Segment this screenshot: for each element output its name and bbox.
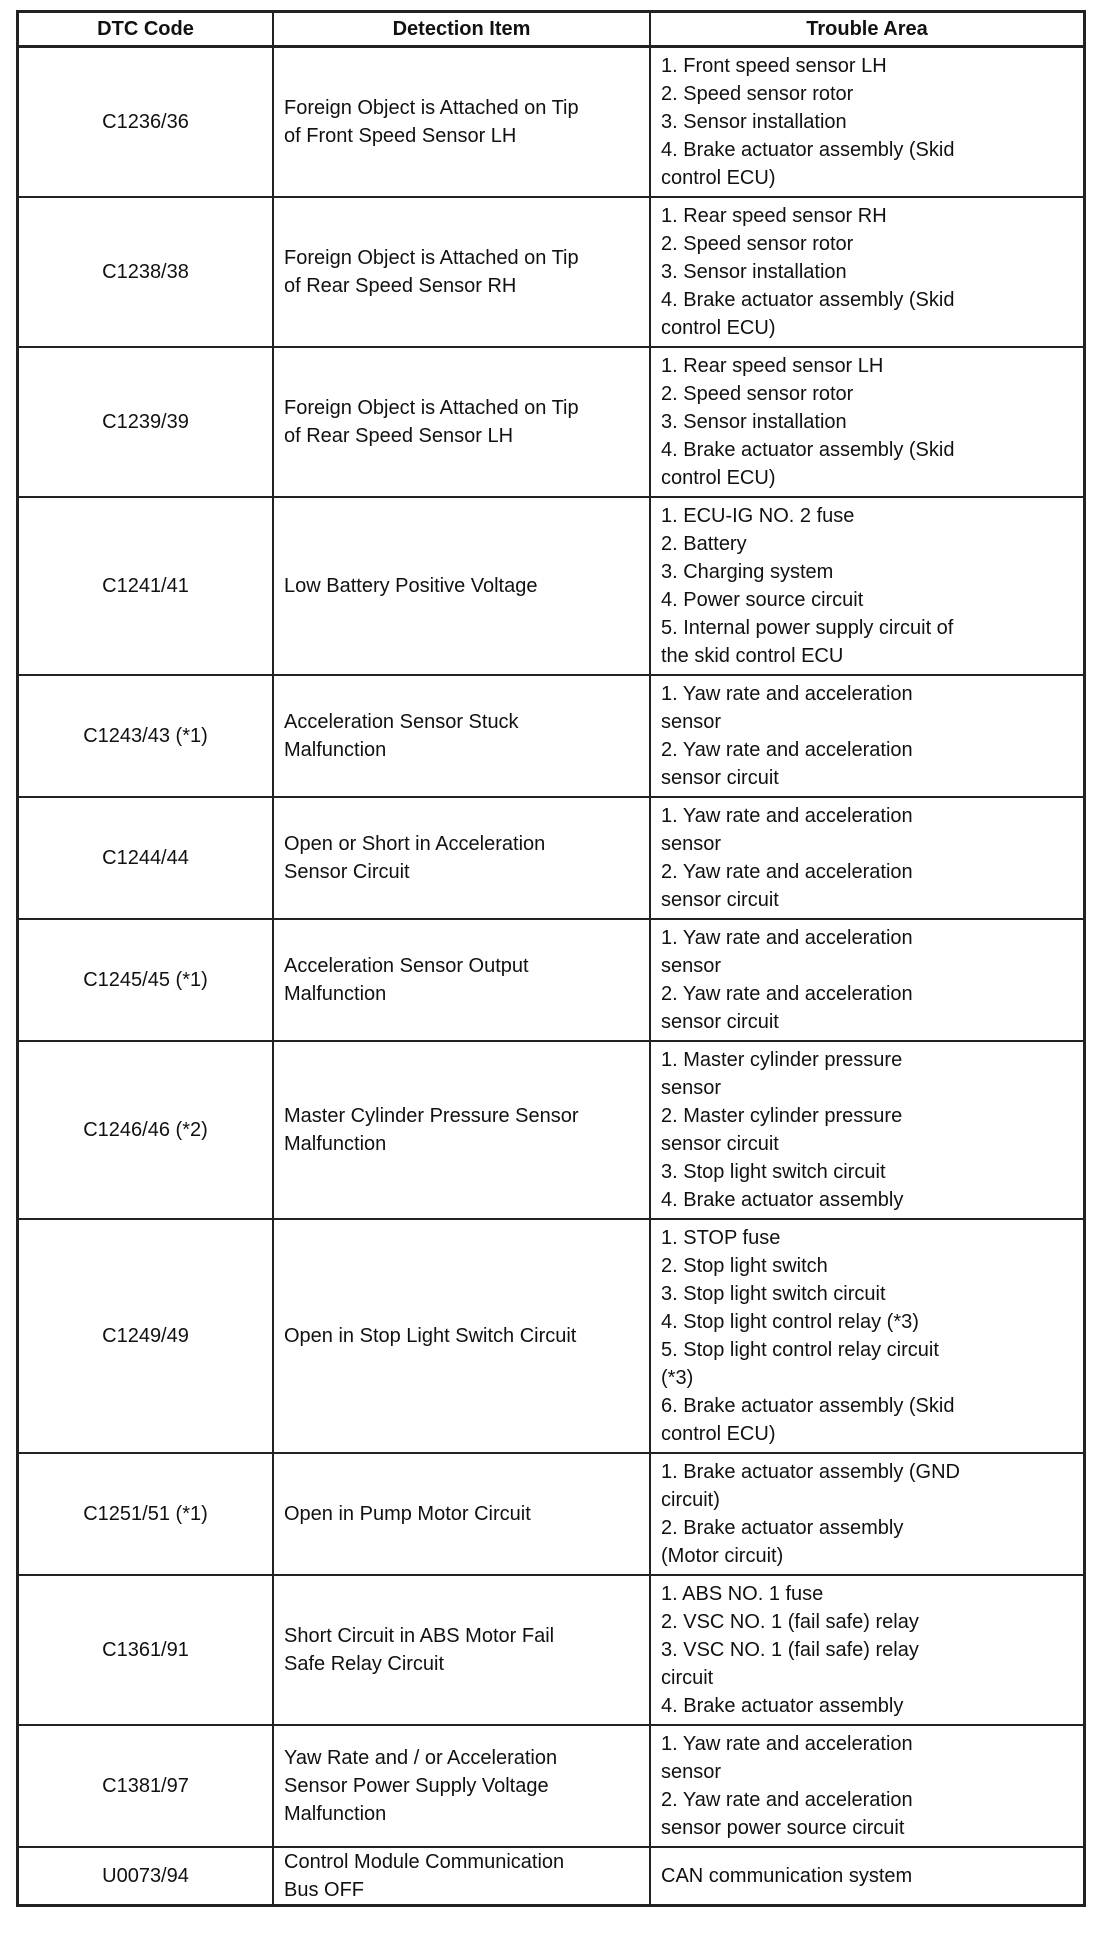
detection-item-line: Foreign Object is Attached on Tip <box>284 97 579 119</box>
trouble-area-cell <box>650 1575 1085 1725</box>
trouble-area-line: 2. Yaw rate and acceleration <box>661 1789 913 1811</box>
trouble-area-line: 4. Brake actuator assembly <box>661 1695 904 1717</box>
trouble-area-line: circuit) <box>661 1489 720 1511</box>
dtc-code-cell: C1381/97 <box>18 1725 274 1847</box>
trouble-area-line: 2. Brake actuator assembly <box>661 1517 904 1539</box>
detection-item-line: Yaw Rate and / or Acceleration <box>284 1747 558 1769</box>
detection-item-cell <box>273 675 650 797</box>
trouble-area-line: 1. Front speed sensor LH <box>661 55 887 77</box>
dtc-code-cell: C1361/91 <box>18 1575 274 1725</box>
trouble-area-line: 3. Sensor installation <box>661 261 847 283</box>
detection-item-cell <box>273 919 650 1041</box>
table-row <box>18 1041 1085 1219</box>
trouble-area-line: sensor circuit <box>661 1133 779 1155</box>
dtc-code-cell: C1239/39 <box>18 347 274 497</box>
trouble-area-line: circuit <box>661 1667 714 1689</box>
trouble-area-line: control ECU) <box>661 467 776 489</box>
trouble-area-line: 4. Brake actuator assembly <box>661 1189 904 1211</box>
dtc-code-cell: C1236/36 <box>18 47 274 198</box>
detection-item-line: of Front Speed Sensor LH <box>284 125 517 147</box>
dtc-code-cell: C1241/41 <box>18 497 274 675</box>
trouble-area-line: 3. Sensor installation <box>661 411 847 433</box>
detection-item-line: Malfunction <box>284 739 387 761</box>
detection-item-line: of Rear Speed Sensor RH <box>284 275 517 297</box>
table-row <box>18 47 1085 198</box>
dtc-code-cell: C1238/38 <box>18 197 274 347</box>
trouble-area-line: (*3) <box>661 1367 694 1389</box>
table-row <box>18 1847 1085 1906</box>
detection-item-line: Bus OFF <box>284 1879 365 1901</box>
trouble-area-line: 3. Sensor installation <box>661 111 847 133</box>
trouble-area-cell <box>650 1847 1085 1906</box>
trouble-area-line: 2. Speed sensor rotor <box>661 233 854 255</box>
trouble-area-line: 2. Yaw rate and acceleration <box>661 739 913 761</box>
trouble-area-line: 3. VSC NO. 1 (fail safe) relay <box>661 1639 919 1661</box>
trouble-area-line: 1. Master cylinder pressure <box>661 1049 903 1071</box>
detection-item-cell <box>273 1725 650 1847</box>
trouble-area-line: 2. Master cylinder pressure <box>661 1105 903 1127</box>
detection-item-cell <box>273 1575 650 1725</box>
trouble-area-line: 1. ABS NO. 1 fuse <box>661 1583 824 1605</box>
detection-item-line: Sensor Circuit <box>284 861 410 883</box>
trouble-area-line: 3. Charging system <box>661 561 834 583</box>
trouble-area-line: sensor <box>661 955 722 977</box>
detection-item-line: Malfunction <box>284 983 387 1005</box>
trouble-area-line: 2. Speed sensor rotor <box>661 383 854 405</box>
dtc-code-cell: C1244/44 <box>18 797 274 919</box>
trouble-area-line: 1. Brake actuator assembly (GND <box>661 1461 960 1483</box>
detection-item-cell <box>273 497 650 675</box>
trouble-area-line: control ECU) <box>661 167 776 189</box>
detection-item-line: Foreign Object is Attached on Tip <box>284 397 579 419</box>
table-row <box>18 919 1085 1041</box>
trouble-area-cell <box>650 497 1085 675</box>
dtc-code-cell: C1245/45 (*1) <box>18 919 274 1041</box>
trouble-area-line: 2. Yaw rate and acceleration <box>661 861 913 883</box>
table-row <box>18 1725 1085 1847</box>
trouble-area-cell <box>650 1219 1085 1453</box>
table-row <box>18 197 1085 347</box>
trouble-area-line: 3. Stop light switch circuit <box>661 1283 886 1305</box>
trouble-area-line: 5. Stop light control relay circuit <box>661 1339 939 1361</box>
trouble-area-line: 4. Brake actuator assembly (Skid <box>661 439 955 461</box>
dtc-code-cell: U0073/94 <box>18 1847 274 1906</box>
detection-item-cell <box>273 347 650 497</box>
detection-item-line: Safe Relay Circuit <box>284 1653 445 1675</box>
table-row <box>18 497 1085 675</box>
trouble-area-line: 2. Speed sensor rotor <box>661 83 854 105</box>
detection-item-line: Sensor Power Supply Voltage <box>284 1775 549 1797</box>
trouble-area-line: 4. Brake actuator assembly (Skid <box>661 289 955 311</box>
table-body <box>18 47 1085 1906</box>
trouble-area-line: 1. Rear speed sensor RH <box>661 205 887 227</box>
trouble-area-line: sensor circuit <box>661 767 779 789</box>
header-dtc-code: DTC Code <box>18 12 274 47</box>
trouble-area-line: control ECU) <box>661 1423 776 1445</box>
detection-item-line: Open in Stop Light Switch Circuit <box>284 1325 577 1347</box>
detection-item-line: of Rear Speed Sensor LH <box>284 425 514 447</box>
detection-item-cell <box>273 1219 650 1453</box>
trouble-area-line: 2. Battery <box>661 533 747 555</box>
detection-item-line: Master Cylinder Pressure Sensor <box>284 1105 579 1127</box>
trouble-area-line: 1. Yaw rate and acceleration <box>661 805 913 827</box>
trouble-area-cell <box>650 1041 1085 1219</box>
trouble-area-line: 5. Internal power supply circuit of <box>661 617 954 639</box>
trouble-area-line: 1. Yaw rate and acceleration <box>661 1733 913 1755</box>
detection-item-line: Control Module Communication <box>284 1851 565 1873</box>
table-row <box>18 675 1085 797</box>
trouble-area-line: sensor <box>661 711 722 733</box>
trouble-area-line: sensor <box>661 1761 722 1783</box>
trouble-area-line: 3. Stop light switch circuit <box>661 1161 886 1183</box>
trouble-area-cell <box>650 919 1085 1041</box>
trouble-area-line: 1. Rear speed sensor LH <box>661 355 884 377</box>
trouble-area-line: sensor circuit <box>661 1011 779 1033</box>
table-row <box>18 347 1085 497</box>
detection-item-line: Malfunction <box>284 1803 387 1825</box>
trouble-area-line: the skid control ECU <box>661 645 844 667</box>
header-trouble-area: Trouble Area <box>650 12 1085 47</box>
trouble-area-line: 4. Stop light control relay (*3) <box>661 1311 919 1333</box>
table-row <box>18 1575 1085 1725</box>
trouble-area-line: control ECU) <box>661 317 776 339</box>
trouble-area-line: CAN communication system <box>661 1865 913 1887</box>
trouble-area-line: sensor circuit <box>661 889 779 911</box>
trouble-area-line: 1. Yaw rate and acceleration <box>661 683 913 705</box>
dtc-code-cell: C1249/49 <box>18 1219 274 1453</box>
detection-item-cell <box>273 797 650 919</box>
detection-item-line: Short Circuit in ABS Motor Fail <box>284 1625 555 1647</box>
trouble-area-cell <box>650 797 1085 919</box>
trouble-area-line: 1. STOP fuse <box>661 1227 781 1249</box>
detection-item-line: Open or Short in Acceleration <box>284 833 546 855</box>
detection-item-cell <box>273 47 650 198</box>
trouble-area-line: (Motor circuit) <box>661 1545 784 1567</box>
table-header-row <box>18 12 1085 47</box>
header-detection-item: Detection Item <box>273 12 650 47</box>
dtc-code-cell: C1246/46 (*2) <box>18 1041 274 1219</box>
trouble-area-line: 2. Yaw rate and acceleration <box>661 983 913 1005</box>
table-row <box>18 1453 1085 1575</box>
trouble-area-line: sensor <box>661 833 722 855</box>
trouble-area-cell <box>650 675 1085 797</box>
dtc-code-cell: C1251/51 (*1) <box>18 1453 274 1575</box>
trouble-area-cell <box>650 197 1085 347</box>
dtc-code-cell: C1243/43 (*1) <box>18 675 274 797</box>
trouble-area-cell <box>650 1453 1085 1575</box>
detection-item-line: Acceleration Sensor Stuck <box>284 711 519 733</box>
trouble-area-line: 6. Brake actuator assembly (Skid <box>661 1395 955 1417</box>
trouble-area-line: 2. VSC NO. 1 (fail safe) relay <box>661 1611 919 1633</box>
detection-item-cell <box>273 1453 650 1575</box>
trouble-area-line: 4. Brake actuator assembly (Skid <box>661 139 955 161</box>
trouble-area-line: 2. Stop light switch <box>661 1255 828 1277</box>
trouble-area-cell <box>650 47 1085 198</box>
trouble-area-line: 4. Power source circuit <box>661 589 864 611</box>
trouble-area-cell <box>650 347 1085 497</box>
detection-item-cell <box>273 1041 650 1219</box>
detection-item-line: Open in Pump Motor Circuit <box>284 1503 531 1525</box>
table-row <box>18 797 1085 919</box>
trouble-area-line: 1. Yaw rate and acceleration <box>661 927 913 949</box>
detection-item-cell <box>273 1847 650 1906</box>
detection-item-line: Acceleration Sensor Output <box>284 955 529 977</box>
dtc-table <box>16 10 1086 1907</box>
detection-item-line: Malfunction <box>284 1133 387 1155</box>
table-row <box>18 1219 1085 1453</box>
trouble-area-line: sensor power source circuit <box>661 1817 905 1839</box>
detection-item-cell <box>273 197 650 347</box>
trouble-area-line: 1. ECU-IG NO. 2 fuse <box>661 505 855 527</box>
detection-item-line: Low Battery Positive Voltage <box>284 575 538 597</box>
detection-item-line: Foreign Object is Attached on Tip <box>284 247 579 269</box>
trouble-area-cell <box>650 1725 1085 1847</box>
trouble-area-line: sensor <box>661 1077 722 1099</box>
